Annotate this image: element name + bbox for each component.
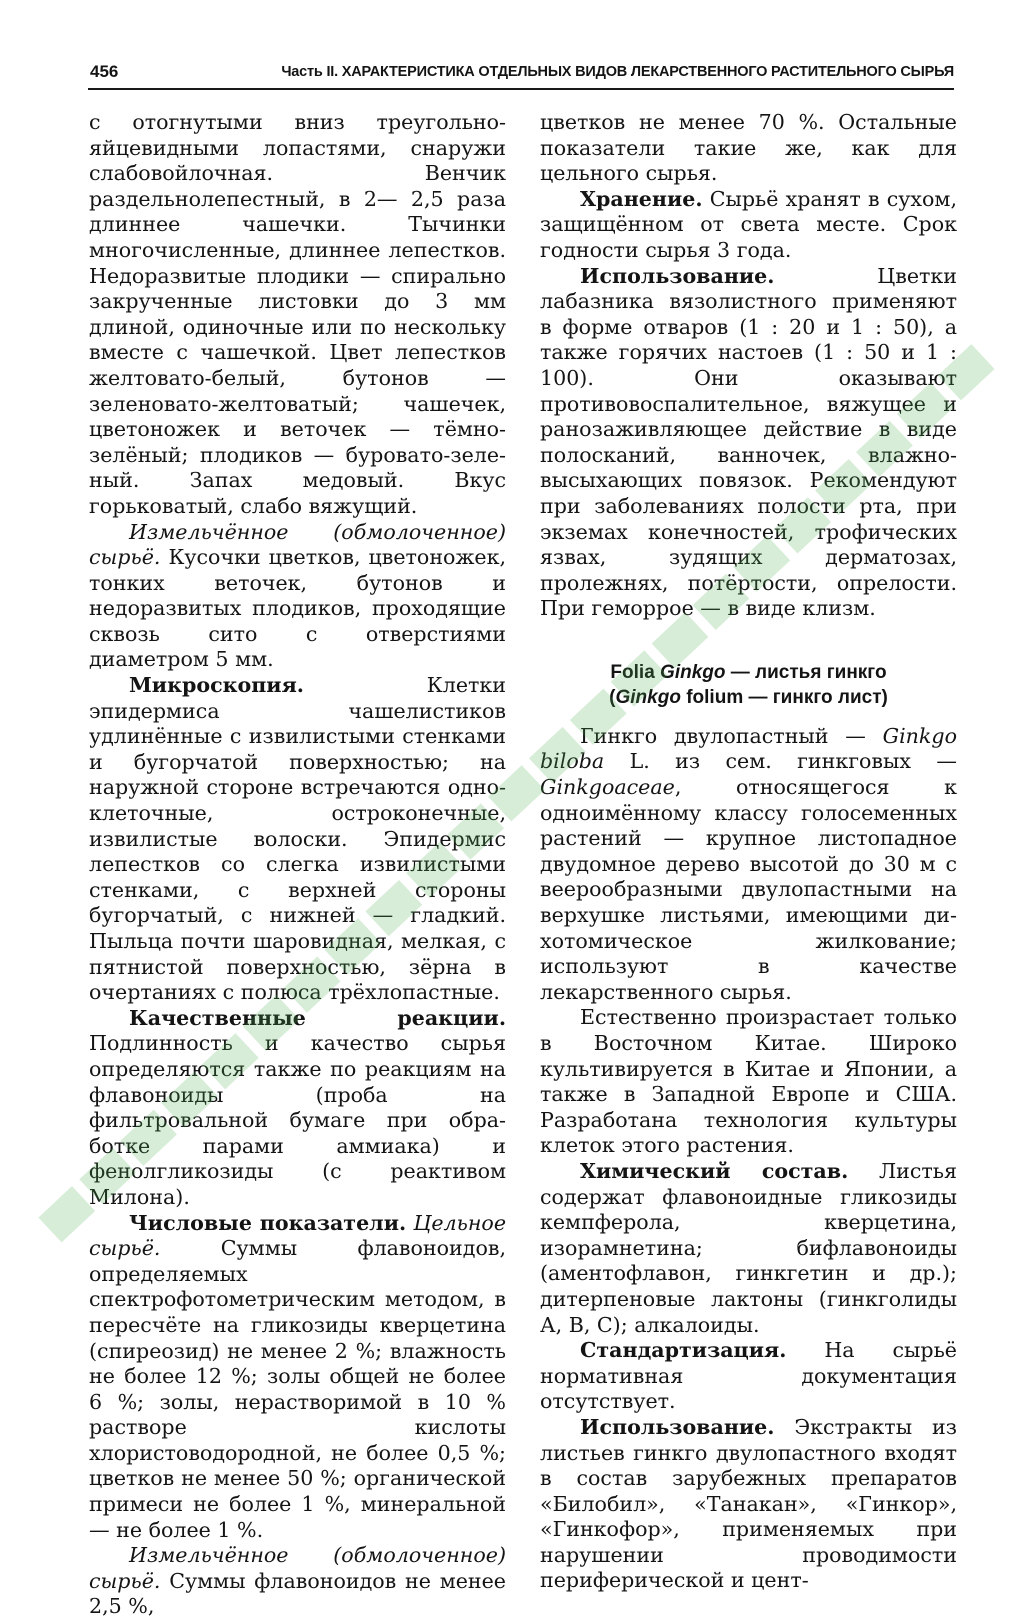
spacer: [540, 622, 957, 648]
paragraph: Использование. Цветки лабазника вязолистного применяют в форме отваров (1 : 20 и 1 : 50), а также горячих настоев (1 : 50 и 1 : 100). Они оказывают противовоспалительное, вяжущее и ранозаживляющее действие в виде полосканий, ванночек, влажно-высыхающих повязок. Рекомендуют при заболеваниях полости рта, при экземах конечностей, трофических язвах, зудящих дерматозах, пролежнях, потёртости, опрелости. При геморрое — в виде клизм.: [540, 263, 957, 621]
section-title: Folia Ginkgo — листья гинкго: [610, 661, 887, 683]
section-lead: Измельчённое (обмолоченное) сырьё.: [89, 1543, 506, 1593]
spacer: [540, 710, 957, 724]
section-lead: Микроскопия.: [129, 673, 304, 698]
paragraph: Стандартизация. На сырьё нормативная документация отсутствует.: [540, 1338, 957, 1414]
section-lead: Использование.: [580, 263, 775, 288]
section-lead: Хранение.: [580, 186, 703, 211]
left-column: [89, 110, 506, 1620]
paragraph: Микроскопия. Клетки эпидермиса чашелистиков удлинённые с извилистыми стенками и бугорчатой поверхностью; на наружной стороне встречаются одноклеточные, остроконечные, извилистые волоски. Эпидермис лепестков со слегка извилистыми стенками, с верхней стороны бугорчатый, с нижней — гладкий. Пыльца почти шаровидная, мелкая, с пятнистой поверхностью, зёрна в очертаниях с полюса трёхлопастные.: [89, 673, 506, 1005]
right-column: [540, 110, 957, 1594]
paragraph: Хранение. Сырьё хранят в сухом, защищённом от света месте. Срок годности сырья 3 года.: [540, 186, 957, 262]
section-lead: Химический состав.: [580, 1158, 849, 1183]
section-lead: Измельчённое (обмолоченное) сырьё.: [89, 519, 506, 570]
paragraph: Измельчённое (обмолоченное) сырьё. Кусочки цветков, цветоножек, тонких веточек, бутонов и недоразвитых плодиков, проходящие сквозь сито с отверстиями диаметром 5 мм.: [89, 519, 506, 672]
running-header: [88, 58, 954, 90]
paragraph: с отогнутыми вниз треугольно-яйцевидными лопастями, снаружи слабовойлочная. Венчик раздельнолепестный, в 2— 2,5 раза длиннее чашечки. Тычинки многочисленные, длиннее лепестков. Недоразвитые плодики — спирально закрученные листовки до 3 мм длиной, одиночные или по нескольку вместе с чашечкой. Цвет лепестков желтовато-белый, бутонов — зеленовато-желтоватый; чашечек, цветоножек и веточек — тёмно-зелёный; плодиков — буровато-зеленый. Запах медовый. Вкус горьковатый, слабо вяжущий.: [89, 110, 506, 518]
paragraph: Качественные реакции. Подлинность и качество сырья определяются также по реакциям на флавоноиды (проба на фильтровальной бумаге при обработке парами аммиака) и фенолгликозиды (с реактивом Милона).: [89, 1005, 506, 1209]
paragraph: Гинкго двулопастный — Ginkgo biloba L. из сем. гинкговых — Ginkgoaceae, относящегося к одноимённому классу голосеменных растений — крупное листопадное двудомное дерево высотой до 30 м с веерообразными двулопастными на верхушке листьями, имеющими дихотомическое жилкование; используют в качестве лекарственного сырья.: [540, 723, 957, 1004]
section-lead: Стандартизация.: [580, 1338, 787, 1363]
section-subtitle: (Ginkgo folium — гинкго лист): [609, 686, 888, 708]
paragraph: Числовые показатели. Цельное сырьё. Суммы флавоноидов, определяемых спектрофотометрическим методом, в пересчёте на гликозиды кверцетина (спиреозид) не менее 2 %; влажность не более 12 %; золы общей не более 6 %; золы, нерастворимой в 10 % растворе кислоты хлористоводородной, не более 0,5 %; цветков не менее 50 %; органической примеси не более 1 %, минеральной — не более 1 %.: [89, 1210, 507, 1542]
paragraph: цветков не менее 70 %. Остальные показатели такие же, как для цельного сырья.: [540, 110, 957, 186]
paragraph: Использование. Экстракты из листьев гинкго двулопастного входят в состав зарубежных препаратов «Билобил», «Танакан», «Гинкор», «Гинкофор», применяемых при нарушении проводимости периферической и цент-: [540, 1414, 957, 1593]
section-lead: Качественные реакции.: [129, 1005, 506, 1030]
paragraph: Естественно произрастает только в Восточном Китае. Широко культивируется в Китае и Японии, а также в Западной Европе и США. Разработана технология культуры клеток этого растения.: [540, 1005, 957, 1158]
spacer: [540, 648, 957, 660]
section-lead: Числовые показатели.: [129, 1210, 407, 1235]
paragraph: Измельчённое (обмолоченное) сырьё. Суммы флавоноидов не менее 2,5 %,: [89, 1543, 506, 1619]
running-title: Часть II. ХАРАКТЕРИСТИКА ОТДЕЛЬНЫХ ВИДОВ ЛЕКАРСТВЕННОГО РАСТИТЕЛЬНОГО СЫРЬЯ: [281, 64, 954, 80]
page-number: 456: [90, 62, 119, 81]
section-lead: Использование.: [580, 1414, 775, 1439]
paragraph: Химический состав. Листья содержат флавоноидные гликозиды кемпферола, кверцетина, изорамнетина; бифлавоноиды (аментофлавон, гинкгетин и др.); дитерпеновые лактоны (гинкголиды А, В, С); алкалоиды.: [540, 1158, 957, 1337]
